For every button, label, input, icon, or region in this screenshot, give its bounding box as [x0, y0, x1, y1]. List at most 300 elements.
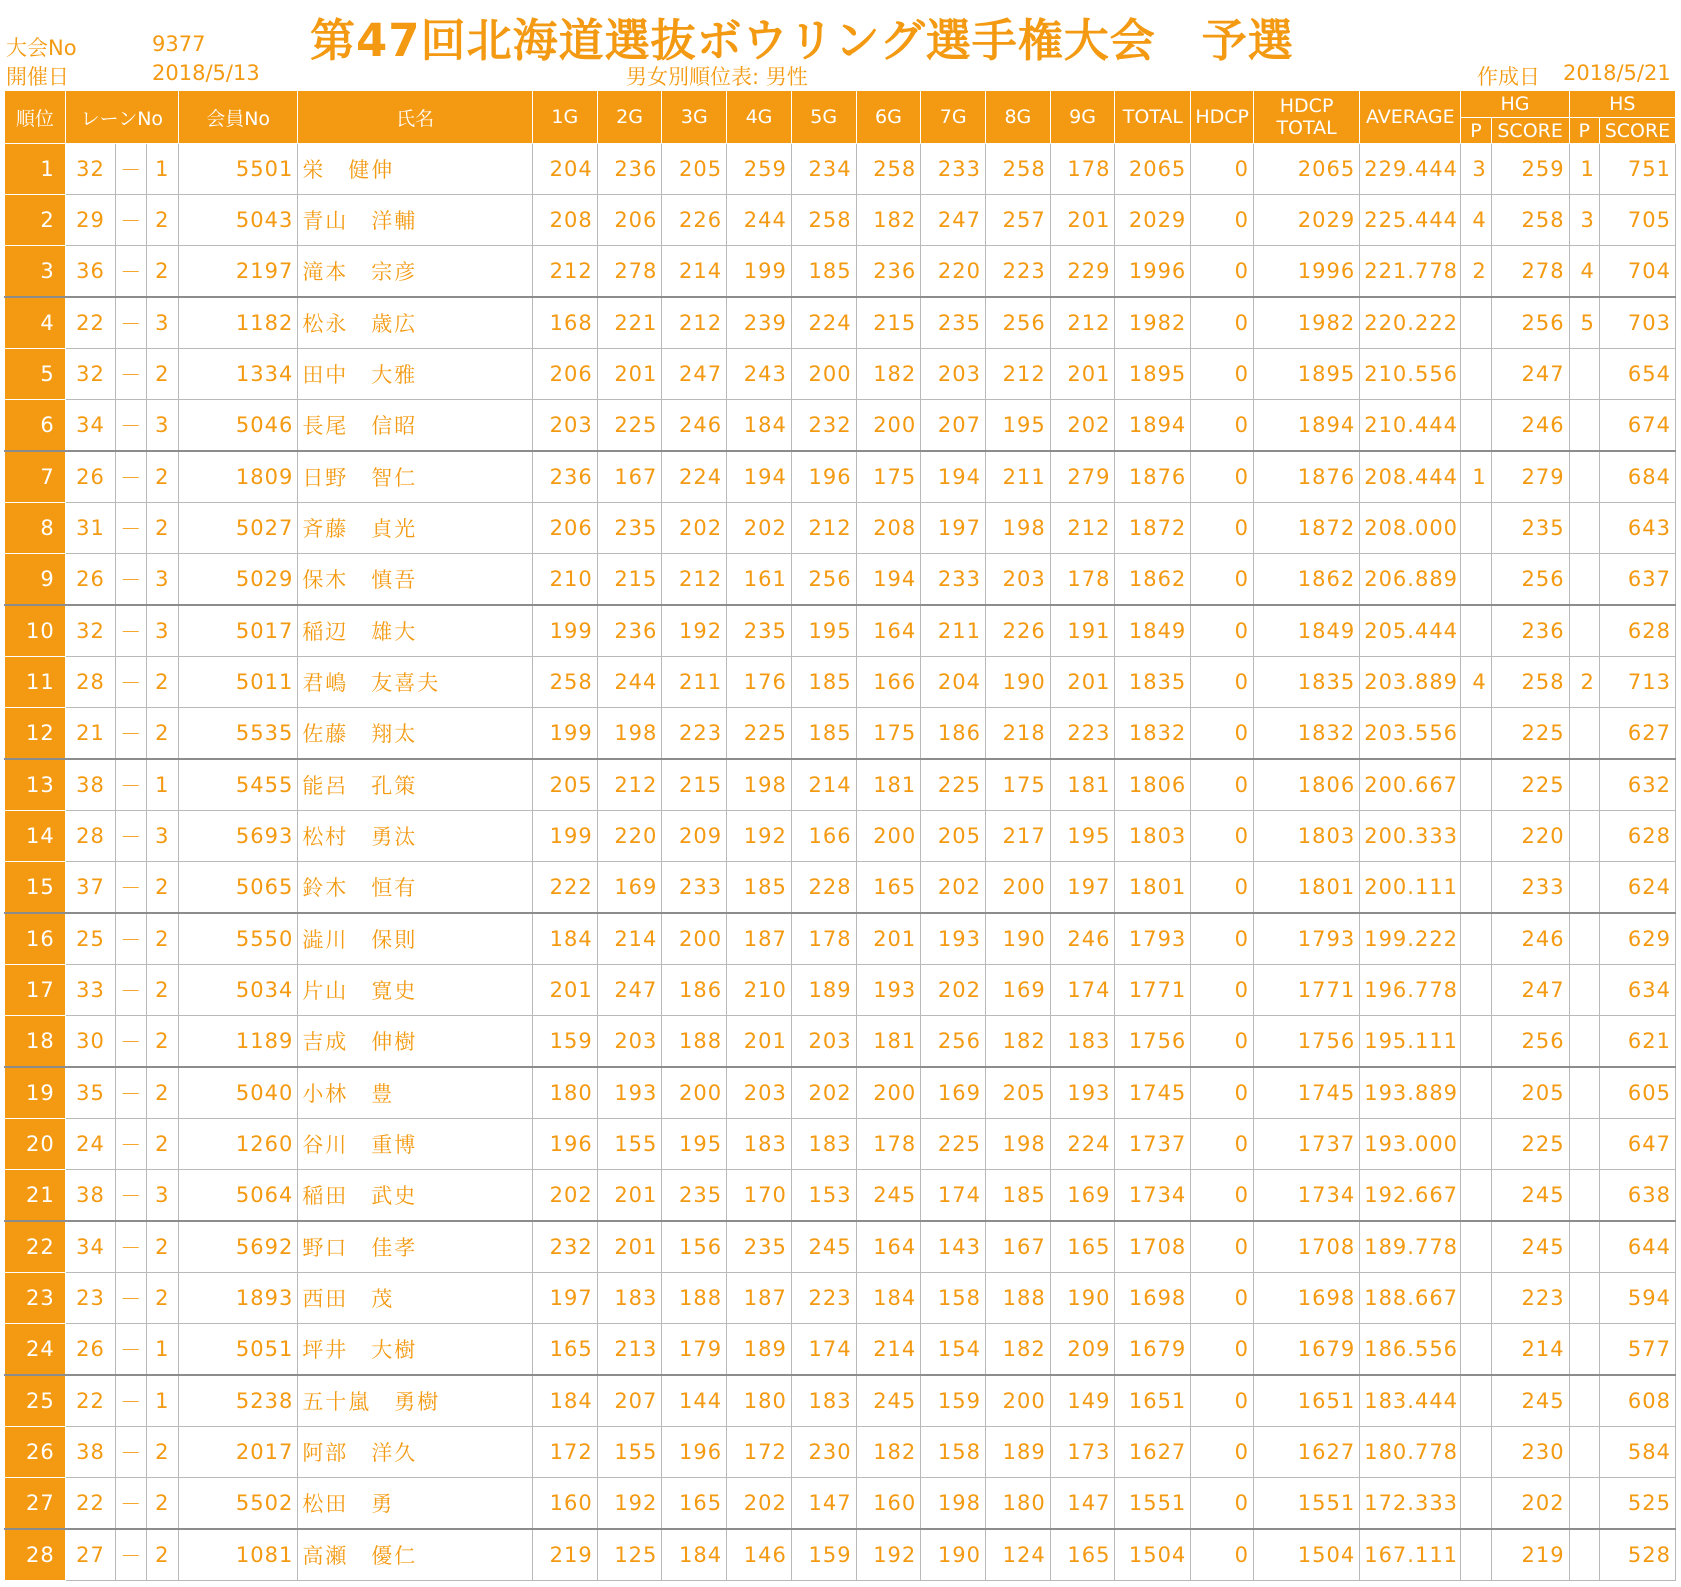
- game9-score-cell: 190: [1050, 1273, 1115, 1324]
- game8-score-cell: 226: [986, 605, 1051, 657]
- game8-score-cell: 203: [986, 554, 1051, 606]
- hs-place-cell: [1569, 1427, 1599, 1478]
- rank-cell: 4: [5, 297, 66, 349]
- col-average: AVERAGE: [1360, 91, 1461, 144]
- game9-score-cell: 223: [1050, 708, 1115, 760]
- game9-score-cell: 195: [1050, 811, 1115, 862]
- col-member: 会員No: [178, 91, 297, 144]
- hg-score-cell: 233: [1491, 862, 1569, 914]
- total-cell: 2065: [1115, 144, 1191, 195]
- lane-dash-cell: －: [116, 451, 146, 503]
- game7-score-cell: 169: [921, 1067, 986, 1119]
- game3-score-cell: 184: [662, 1529, 727, 1581]
- game2-score-cell: 213: [597, 1324, 662, 1376]
- total-cell: 1504: [1115, 1529, 1191, 1581]
- rank-cell: 12: [5, 708, 66, 760]
- hg-place-cell: [1461, 1016, 1491, 1068]
- hs-place-cell: [1569, 1529, 1599, 1581]
- hs-place-cell: [1569, 913, 1599, 965]
- rank-cell: 25: [5, 1375, 66, 1427]
- game9-score-cell: 147: [1050, 1478, 1115, 1530]
- game1-score-cell: 202: [532, 1170, 597, 1222]
- hdcp-total-cell: 1771: [1254, 965, 1360, 1016]
- hs-place-cell: [1569, 759, 1599, 811]
- game3-score-cell: 235: [662, 1170, 727, 1222]
- lane-dash-cell: －: [116, 1016, 146, 1068]
- game8-score-cell: 223: [986, 246, 1051, 298]
- hs-place-cell: [1569, 1119, 1599, 1170]
- hdcp-cell: 0: [1191, 862, 1254, 914]
- hdcp-cell: 0: [1191, 1529, 1254, 1581]
- game8-score-cell: 200: [986, 862, 1051, 914]
- game6-score-cell: 184: [856, 1273, 921, 1324]
- member-no-cell: 5040: [178, 1067, 297, 1119]
- game2-score-cell: 215: [597, 554, 662, 606]
- player-name-cell: 松永 歳広: [298, 297, 533, 349]
- hg-score-cell: 235: [1491, 503, 1569, 554]
- game9-score-cell: 174: [1050, 965, 1115, 1016]
- hg-score-cell: 225: [1491, 759, 1569, 811]
- game3-score-cell: 200: [662, 913, 727, 965]
- rank-cell: 15: [5, 862, 66, 914]
- rank-cell: 18: [5, 1016, 66, 1068]
- game4-score-cell: 146: [727, 1529, 792, 1581]
- table-row: [5, 1119, 1676, 1170]
- average-cell: 200.111: [1360, 862, 1461, 914]
- hs-score-cell: 713: [1599, 657, 1675, 708]
- hg-place-cell: [1461, 1221, 1491, 1273]
- hg-score-cell: 236: [1491, 605, 1569, 657]
- game5-score-cell: 245: [791, 1221, 856, 1273]
- game6-score-cell: 245: [856, 1170, 921, 1222]
- game8-score-cell: 185: [986, 1170, 1051, 1222]
- game7-score-cell: 247: [921, 195, 986, 246]
- hs-place-cell: [1569, 605, 1599, 657]
- lane-position-cell: 2: [146, 246, 178, 298]
- table-row: [5, 708, 1676, 760]
- game4-score-cell: 201: [727, 1016, 792, 1068]
- hs-score-cell: 684: [1599, 451, 1675, 503]
- hs-score-cell: 624: [1599, 862, 1675, 914]
- hg-place-cell: [1461, 862, 1491, 914]
- lane-position-cell: 2: [146, 349, 178, 400]
- hdcp-cell: 0: [1191, 1221, 1254, 1273]
- game2-score-cell: 201: [597, 349, 662, 400]
- table-row: [5, 913, 1676, 965]
- game6-score-cell: 192: [856, 1529, 921, 1581]
- average-cell: 167.111: [1360, 1529, 1461, 1581]
- total-cell: 2029: [1115, 195, 1191, 246]
- player-name-cell: 阿部 洋久: [298, 1427, 533, 1478]
- game4-score-cell: 187: [727, 1273, 792, 1324]
- hg-score-cell: 256: [1491, 1016, 1569, 1068]
- total-cell: 1982: [1115, 297, 1191, 349]
- average-cell: 210.444: [1360, 400, 1461, 452]
- lane-position-cell: 2: [146, 913, 178, 965]
- lane-dash-cell: －: [116, 1119, 146, 1170]
- hg-place-cell: [1461, 1478, 1491, 1530]
- rank-cell: 9: [5, 554, 66, 606]
- game9-score-cell: 181: [1050, 759, 1115, 811]
- rank-cell: 24: [5, 1324, 66, 1376]
- lane-dash-cell: －: [116, 349, 146, 400]
- hdcp-total-cell: 1756: [1254, 1016, 1360, 1068]
- game5-score-cell: 185: [791, 657, 856, 708]
- game3-score-cell: 247: [662, 349, 727, 400]
- total-cell: 1745: [1115, 1067, 1191, 1119]
- hdcp-total-cell: 1551: [1254, 1478, 1360, 1530]
- table-row: [5, 1170, 1676, 1222]
- col-g8: 8G: [986, 91, 1051, 144]
- member-no-cell: 5238: [178, 1375, 297, 1427]
- game6-score-cell: 181: [856, 1016, 921, 1068]
- rank-cell: 14: [5, 811, 66, 862]
- hdcp-total-cell: 1745: [1254, 1067, 1360, 1119]
- col-hs-p: P: [1569, 118, 1599, 144]
- total-cell: 1734: [1115, 1170, 1191, 1222]
- lane-number-cell: 32: [65, 349, 116, 400]
- hs-place-cell: [1569, 1016, 1599, 1068]
- game9-score-cell: 202: [1050, 400, 1115, 452]
- hs-score-cell: 638: [1599, 1170, 1675, 1222]
- game2-score-cell: 169: [597, 862, 662, 914]
- game2-score-cell: 183: [597, 1273, 662, 1324]
- game7-score-cell: 235: [921, 297, 986, 349]
- hdcp-total-cell: 1737: [1254, 1119, 1360, 1170]
- lane-number-cell: 31: [65, 503, 116, 554]
- game5-score-cell: 183: [791, 1375, 856, 1427]
- game8-score-cell: 182: [986, 1016, 1051, 1068]
- game6-score-cell: 165: [856, 862, 921, 914]
- hdcp-total-cell: 1651: [1254, 1375, 1360, 1427]
- game7-score-cell: 198: [921, 1478, 986, 1530]
- lane-position-cell: 3: [146, 605, 178, 657]
- hs-place-cell: 3: [1569, 195, 1599, 246]
- rank-cell: 22: [5, 1221, 66, 1273]
- hg-place-cell: 4: [1461, 195, 1491, 246]
- game9-score-cell: 149: [1050, 1375, 1115, 1427]
- average-cell: 225.444: [1360, 195, 1461, 246]
- player-name-cell: 鈴木 恒有: [298, 862, 533, 914]
- player-name-cell: 澁川 保則: [298, 913, 533, 965]
- lane-dash-cell: －: [116, 657, 146, 708]
- lane-number-cell: 28: [65, 811, 116, 862]
- game5-score-cell: 153: [791, 1170, 856, 1222]
- hs-score-cell: 705: [1599, 195, 1675, 246]
- hdcp-cell: 0: [1191, 503, 1254, 554]
- game9-score-cell: 193: [1050, 1067, 1115, 1119]
- lane-position-cell: 2: [146, 503, 178, 554]
- lane-dash-cell: －: [116, 400, 146, 452]
- rank-cell: 7: [5, 451, 66, 503]
- table-row: [5, 605, 1676, 657]
- game3-score-cell: 156: [662, 1221, 727, 1273]
- hs-place-cell: [1569, 349, 1599, 400]
- game6-score-cell: 245: [856, 1375, 921, 1427]
- rank-cell: 3: [5, 246, 66, 298]
- game1-score-cell: 204: [532, 144, 597, 195]
- average-cell: 183.444: [1360, 1375, 1461, 1427]
- game1-score-cell: 159: [532, 1016, 597, 1068]
- game7-score-cell: 174: [921, 1170, 986, 1222]
- lane-dash-cell: －: [116, 297, 146, 349]
- hs-place-cell: [1569, 965, 1599, 1016]
- hg-score-cell: 247: [1491, 965, 1569, 1016]
- game5-score-cell: 183: [791, 1119, 856, 1170]
- game2-score-cell: 125: [597, 1529, 662, 1581]
- lane-position-cell: 1: [146, 1375, 178, 1427]
- hdcp-total-cell: 1876: [1254, 451, 1360, 503]
- player-name-cell: 松田 勇: [298, 1478, 533, 1530]
- lane-position-cell: 1: [146, 759, 178, 811]
- lane-number-cell: 25: [65, 913, 116, 965]
- col-g3: 3G: [662, 91, 727, 144]
- game1-score-cell: 199: [532, 605, 597, 657]
- game1-score-cell: 232: [532, 1221, 597, 1273]
- hdcp-total-cell: 1806: [1254, 759, 1360, 811]
- lane-dash-cell: －: [116, 1170, 146, 1222]
- game3-score-cell: 212: [662, 297, 727, 349]
- game7-score-cell: 159: [921, 1375, 986, 1427]
- total-cell: 1679: [1115, 1324, 1191, 1376]
- rank-cell: 11: [5, 657, 66, 708]
- game4-score-cell: 244: [727, 195, 792, 246]
- hg-place-cell: 1: [1461, 451, 1491, 503]
- lane-number-cell: 27: [65, 1529, 116, 1581]
- lane-number-cell: 30: [65, 1016, 116, 1068]
- lane-number-cell: 26: [65, 1324, 116, 1376]
- hg-place-cell: [1461, 1324, 1491, 1376]
- game7-score-cell: 204: [921, 657, 986, 708]
- game5-score-cell: 202: [791, 1067, 856, 1119]
- col-hdcp: HDCP: [1191, 91, 1254, 144]
- player-name-cell: 片山 寛史: [298, 965, 533, 1016]
- hg-score-cell: 256: [1491, 554, 1569, 606]
- game3-score-cell: 233: [662, 862, 727, 914]
- game4-score-cell: 235: [727, 605, 792, 657]
- lane-position-cell: 2: [146, 862, 178, 914]
- member-no-cell: 5051: [178, 1324, 297, 1376]
- col-g7: 7G: [921, 91, 986, 144]
- average-cell: 200.667: [1360, 759, 1461, 811]
- game8-score-cell: 167: [986, 1221, 1051, 1273]
- hs-score-cell: 643: [1599, 503, 1675, 554]
- member-no-cell: 1334: [178, 349, 297, 400]
- average-cell: 206.889: [1360, 554, 1461, 606]
- game8-score-cell: 182: [986, 1324, 1051, 1376]
- game6-score-cell: 208: [856, 503, 921, 554]
- game1-score-cell: 222: [532, 862, 597, 914]
- hs-place-cell: 2: [1569, 657, 1599, 708]
- hdcp-cell: 0: [1191, 246, 1254, 298]
- lane-dash-cell: －: [116, 913, 146, 965]
- table-row: [5, 965, 1676, 1016]
- lane-position-cell: 2: [146, 1016, 178, 1068]
- hdcp-total-cell: 1982: [1254, 297, 1360, 349]
- hs-place-cell: [1569, 503, 1599, 554]
- game7-score-cell: 256: [921, 1016, 986, 1068]
- average-cell: 186.556: [1360, 1324, 1461, 1376]
- hs-score-cell: 577: [1599, 1324, 1675, 1376]
- hs-score-cell: 584: [1599, 1427, 1675, 1478]
- game4-score-cell: 202: [727, 503, 792, 554]
- hdcp-total-cell: 2065: [1254, 144, 1360, 195]
- hdcp-total-cell: 1996: [1254, 246, 1360, 298]
- member-no-cell: 1260: [178, 1119, 297, 1170]
- hs-place-cell: [1569, 862, 1599, 914]
- col-lane: レーンNo: [65, 91, 178, 144]
- average-cell: 189.778: [1360, 1221, 1461, 1273]
- average-cell: 199.222: [1360, 913, 1461, 965]
- member-no-cell: 5043: [178, 195, 297, 246]
- member-no-cell: 5455: [178, 759, 297, 811]
- lane-number-cell: 26: [65, 451, 116, 503]
- member-no-cell: 5027: [178, 503, 297, 554]
- hs-place-cell: 5: [1569, 297, 1599, 349]
- tournament-no-label: 大会No: [6, 36, 77, 60]
- hs-place-cell: [1569, 400, 1599, 452]
- game1-score-cell: 203: [532, 400, 597, 452]
- player-name-cell: 日野 智仁: [298, 451, 533, 503]
- hs-place-cell: [1569, 811, 1599, 862]
- game8-score-cell: 188: [986, 1273, 1051, 1324]
- game9-score-cell: 212: [1050, 503, 1115, 554]
- hdcp-total-cell: 1849: [1254, 605, 1360, 657]
- lane-position-cell: 2: [146, 1067, 178, 1119]
- game9-score-cell: 201: [1050, 657, 1115, 708]
- game1-score-cell: 258: [532, 657, 597, 708]
- game7-score-cell: 202: [921, 862, 986, 914]
- game4-score-cell: 184: [727, 400, 792, 452]
- game9-score-cell: 165: [1050, 1529, 1115, 1581]
- hg-score-cell: 278: [1491, 246, 1569, 298]
- game5-score-cell: 166: [791, 811, 856, 862]
- game8-score-cell: 190: [986, 913, 1051, 965]
- lane-number-cell: 22: [65, 297, 116, 349]
- hg-score-cell: 246: [1491, 913, 1569, 965]
- member-no-cell: 1189: [178, 1016, 297, 1068]
- hg-score-cell: 230: [1491, 1427, 1569, 1478]
- hs-place-cell: [1569, 1375, 1599, 1427]
- player-name-cell: 谷川 重博: [298, 1119, 533, 1170]
- table-row: [5, 1427, 1676, 1478]
- game2-score-cell: 193: [597, 1067, 662, 1119]
- player-name-cell: 稲田 武史: [298, 1170, 533, 1222]
- member-no-cell: 5034: [178, 965, 297, 1016]
- game2-score-cell: 214: [597, 913, 662, 965]
- rank-cell: 2: [5, 195, 66, 246]
- hdcp-total-cell: 1862: [1254, 554, 1360, 606]
- col-hg-p: P: [1461, 118, 1491, 144]
- average-cell: 229.444: [1360, 144, 1461, 195]
- game2-score-cell: 192: [597, 1478, 662, 1530]
- hs-place-cell: [1569, 1170, 1599, 1222]
- total-cell: 1996: [1115, 246, 1191, 298]
- player-name-cell: 栄 健伸: [298, 144, 533, 195]
- game1-score-cell: 206: [532, 349, 597, 400]
- average-cell: 172.333: [1360, 1478, 1461, 1530]
- game8-score-cell: 258: [986, 144, 1051, 195]
- game2-score-cell: 247: [597, 965, 662, 1016]
- game5-score-cell: 200: [791, 349, 856, 400]
- game6-score-cell: 193: [856, 965, 921, 1016]
- player-name-cell: 吉成 伸樹: [298, 1016, 533, 1068]
- table-row: [5, 1324, 1676, 1376]
- hg-score-cell: 223: [1491, 1273, 1569, 1324]
- lane-position-cell: 3: [146, 554, 178, 606]
- total-cell: 1849: [1115, 605, 1191, 657]
- game1-score-cell: 201: [532, 965, 597, 1016]
- hdcp-cell: 0: [1191, 1324, 1254, 1376]
- hs-score-cell: 654: [1599, 349, 1675, 400]
- lane-position-cell: 3: [146, 400, 178, 452]
- member-no-cell: 5065: [178, 862, 297, 914]
- game3-score-cell: 188: [662, 1016, 727, 1068]
- game1-score-cell: 197: [532, 1273, 597, 1324]
- hs-score-cell: 628: [1599, 811, 1675, 862]
- game9-score-cell: 173: [1050, 1427, 1115, 1478]
- table-row: [5, 554, 1676, 606]
- hdcp-cell: 0: [1191, 811, 1254, 862]
- game6-score-cell: 182: [856, 1427, 921, 1478]
- lane-number-cell: 22: [65, 1375, 116, 1427]
- game5-score-cell: 189: [791, 965, 856, 1016]
- total-cell: 1894: [1115, 400, 1191, 452]
- lane-dash-cell: －: [116, 965, 146, 1016]
- game6-score-cell: 201: [856, 913, 921, 965]
- game9-score-cell: 246: [1050, 913, 1115, 965]
- hdcp-cell: 0: [1191, 1375, 1254, 1427]
- player-name-cell: 松村 勇汰: [298, 811, 533, 862]
- lane-dash-cell: －: [116, 1529, 146, 1581]
- total-cell: 1872: [1115, 503, 1191, 554]
- hg-place-cell: [1461, 1170, 1491, 1222]
- hdcp-total-cell: 1894: [1254, 400, 1360, 452]
- lane-position-cell: 2: [146, 1273, 178, 1324]
- hg-score-cell: 256: [1491, 297, 1569, 349]
- lane-dash-cell: －: [116, 1375, 146, 1427]
- lane-position-cell: 3: [146, 297, 178, 349]
- hg-place-cell: 2: [1461, 246, 1491, 298]
- table-type: 男女別順位表: 男性: [626, 65, 808, 89]
- average-cell: 193.889: [1360, 1067, 1461, 1119]
- game5-score-cell: 196: [791, 451, 856, 503]
- col-g4: 4G: [727, 91, 792, 144]
- game1-score-cell: 165: [532, 1324, 597, 1376]
- rank-cell: 21: [5, 1170, 66, 1222]
- player-name-cell: 高瀬 優仁: [298, 1529, 533, 1581]
- game5-score-cell: 214: [791, 759, 856, 811]
- member-no-cell: 5550: [178, 913, 297, 965]
- lane-dash-cell: －: [116, 1067, 146, 1119]
- hdcp-cell: 0: [1191, 451, 1254, 503]
- game6-score-cell: 258: [856, 144, 921, 195]
- member-no-cell: 1893: [178, 1273, 297, 1324]
- total-cell: 1737: [1115, 1119, 1191, 1170]
- hdcp-cell: 0: [1191, 1170, 1254, 1222]
- rank-cell: 6: [5, 400, 66, 452]
- hs-score-cell: 629: [1599, 913, 1675, 965]
- game3-score-cell: 200: [662, 1067, 727, 1119]
- table-row: [5, 1067, 1676, 1119]
- hs-score-cell: 605: [1599, 1067, 1675, 1119]
- member-no-cell: 5029: [178, 554, 297, 606]
- hdcp-total-cell: 1504: [1254, 1529, 1360, 1581]
- hdcp-cell: 0: [1191, 657, 1254, 708]
- col-g5: 5G: [791, 91, 856, 144]
- table-row: [5, 759, 1676, 811]
- lane-number-cell: 32: [65, 605, 116, 657]
